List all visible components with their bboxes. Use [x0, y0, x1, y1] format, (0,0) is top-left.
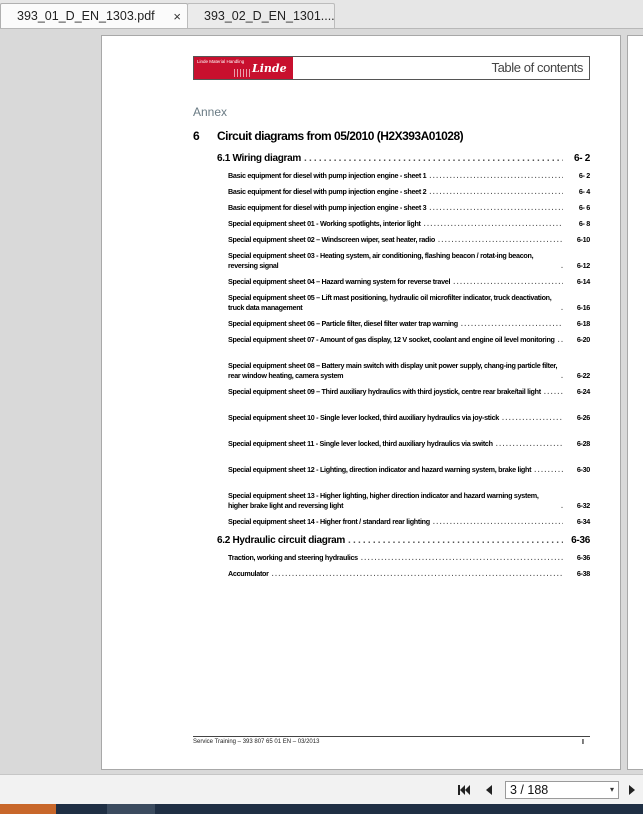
toc-leader [558, 335, 563, 345]
next-pdf-page-edge [627, 35, 643, 770]
toc-page-number: 6-28 [576, 439, 590, 448]
toc-page-number: 6- 8 [578, 219, 590, 228]
tab-393-01[interactable] [0, 3, 188, 28]
toc-entry-label: Accumulator [228, 569, 269, 578]
toc-leader [348, 535, 563, 546]
toc-leader [429, 203, 563, 213]
next-page-icon[interactable] [624, 782, 640, 798]
toc-page-number: 6-22 [576, 370, 590, 380]
toc-page-number: 6-16 [576, 302, 590, 312]
toc-section-label: 6.2 Hydraulic circuit diagram [217, 535, 346, 546]
chapter-title: Circuit diagrams from 05/2010 (H2X393A01028) [217, 129, 464, 143]
toc-entry[interactable] [228, 277, 590, 287]
toc-entry[interactable] [228, 319, 590, 329]
tab-393-02[interactable] [187, 3, 335, 28]
footer-page-number: I [582, 739, 584, 746]
toc-entry[interactable] [228, 335, 590, 345]
page-header [193, 56, 590, 80]
toc-page-number: 6-10 [576, 235, 590, 244]
first-page-icon[interactable] [456, 782, 472, 798]
toc-page-number: 6-36 [571, 535, 590, 546]
toc-entry[interactable] [228, 203, 590, 213]
toc-entry-label: Special equipment sheet 07 - Amount of gas display, 12 V socket, coolant and engine oil level monitoring [228, 335, 555, 344]
footer-text: Service Training – 393 807 65 01 EN – 03/2013 [193, 739, 320, 745]
toc-entry-label: Special equipment sheet 10 - Single lever locked, third auxiliary hydraulics via joy-stick [228, 413, 499, 422]
page-number-select[interactable] [505, 781, 619, 799]
toc-entry[interactable] [228, 171, 590, 181]
page-navigation-toolbar [0, 774, 643, 805]
footer-rule [193, 736, 590, 737]
toc-page-number: 6-38 [576, 569, 590, 578]
tab-label: 393_02_D_EN_1301.... [204, 9, 335, 23]
toc-entry[interactable] [228, 491, 590, 510]
toc-leader [304, 153, 563, 164]
toc-leader [561, 261, 563, 271]
toc-leader [361, 553, 563, 563]
toc-page-number: 6- 2 [573, 153, 590, 164]
toc-entry-label: Basic equipment for diesel with pump injection engine - sheet 1 [228, 171, 427, 180]
taskbar-app-icon[interactable] [0, 804, 56, 814]
toc-page-number: 6- 6 [578, 203, 590, 212]
os-taskbar [0, 804, 643, 814]
toc-page-number: 6-26 [576, 413, 590, 422]
tab-bar [0, 0, 643, 29]
toc-entry[interactable] [228, 553, 590, 563]
toc-entry-label: Special equipment sheet 06 – Particle filter, diesel filter water trap warning [228, 319, 458, 328]
annex-heading: Annex [193, 105, 228, 119]
toc-leader [438, 235, 563, 245]
toc-section-label: 6.1 Wiring diagram [217, 153, 301, 164]
toc-entry[interactable] [228, 219, 590, 229]
toc-leader [561, 501, 563, 511]
toc-entry[interactable] [228, 465, 590, 475]
toc-entry[interactable] [228, 439, 590, 449]
toc-entry-label: Special equipment sheet 09 – Third auxiliary hydraulics with third joystick, centre rear brake/tail light [228, 387, 541, 396]
tab-label: 393_01_D_EN_1303.pdf [17, 9, 155, 23]
toc-entry-label: Special equipment sheet 13 - Higher lighting, higher direction indicator and hazard warning system, higher brake light and reversing light [228, 491, 539, 510]
page-indicator: 3 / 188 [510, 783, 549, 797]
toc-entry-label: Special equipment sheet 02 – Windscreen wiper, seat heater, radio [228, 235, 435, 244]
toc-entry[interactable] [228, 251, 590, 270]
toc-entry[interactable] [228, 569, 590, 579]
toc-entry-label: Basic equipment for diesel with pump injection engine - sheet 3 [228, 203, 427, 212]
toc-leader [429, 187, 563, 197]
toc-page-number: 6- 2 [578, 171, 590, 180]
pdf-page [101, 35, 621, 770]
toc-page-number: 6-32 [576, 500, 590, 510]
toc-section[interactable] [217, 153, 590, 164]
toc-entry-label: Special equipment sheet 03 - Heating system, air conditioning, flashing beacon / rotat-ing beacon, reversing signal [228, 251, 534, 270]
toc-page-number: 6-12 [576, 260, 590, 270]
toc-page-number: 6-30 [576, 465, 590, 474]
header-title: Table of contents [491, 60, 583, 75]
document-viewer[interactable] [0, 29, 643, 774]
toc-page-number: 6-18 [576, 319, 590, 328]
toc-page-number: 6-34 [576, 517, 590, 526]
taskbar-app-icon[interactable] [107, 804, 155, 814]
toc-leader [502, 413, 563, 423]
toc-leader [424, 219, 563, 229]
toc-entry-label: Special equipment sheet 01 - Working spotlights, interior light [228, 219, 421, 228]
toc-leader [272, 569, 563, 579]
toc-leader [496, 439, 563, 449]
toc-leader [534, 465, 563, 475]
toc-entry-label: Basic equipment for diesel with pump injection engine - sheet 2 [228, 187, 427, 196]
toc-entry-label: Special equipment sheet 04 – Hazard warning system for reverse travel [228, 277, 451, 286]
toc-leader [453, 277, 563, 287]
chapter-number: 6 [193, 129, 200, 143]
toc-entry-label: Special equipment sheet 05 – Lift mast positioning, hydraulic oil microfilter indicator, truck deactivation, truck data management [228, 293, 552, 312]
toc-entry[interactable] [228, 517, 590, 527]
logo-brand: Linde [252, 62, 287, 75]
toc-page-number: 6-36 [576, 553, 590, 562]
toc-page-number: 6-20 [576, 335, 590, 344]
toc-entry[interactable] [228, 293, 590, 312]
toc-leader [544, 387, 563, 397]
toc-section[interactable] [217, 535, 590, 546]
toc-entry[interactable] [228, 187, 590, 197]
toc-page-number: 6- 4 [578, 187, 590, 196]
toc-leader [433, 517, 563, 527]
toc-entry-label: Special equipment sheet 08 – Battery main switch with display unit power supply, chang-ing particle filter, rear window heating, camera system [228, 361, 558, 380]
toc-entry-label: Special equipment sheet 11 - Single lever locked, third auxiliary hydraulics via switch [228, 439, 493, 448]
toc-page-number: 6-14 [576, 277, 590, 286]
close-tab-icon[interactable]: × [173, 9, 181, 24]
toc-leader [561, 371, 563, 381]
linde-logo [194, 57, 293, 79]
toc-page-number: 6-24 [576, 387, 590, 396]
previous-page-icon[interactable] [481, 782, 497, 798]
toc-entry[interactable] [228, 387, 590, 397]
toc-leader [561, 303, 563, 313]
toc-entry[interactable] [228, 235, 590, 245]
toc-leader [461, 319, 563, 329]
toc-entry[interactable] [228, 361, 590, 380]
toc-entry[interactable] [228, 413, 590, 423]
logo-tagline: Linde Material Handling [197, 59, 245, 64]
toc-entry-label: Traction, working and steering hydraulics [228, 553, 358, 562]
chevron-down-icon: ▾ [609, 785, 614, 794]
toc-entry-label: Special equipment sheet 12 - Lighting, direction indicator and hazard warning system, brake light [228, 465, 532, 474]
toc-entry-label: Special equipment sheet 14 - Higher front / standard rear lighting [228, 517, 430, 526]
logo-stripes [234, 69, 250, 77]
toc-leader [429, 171, 563, 181]
